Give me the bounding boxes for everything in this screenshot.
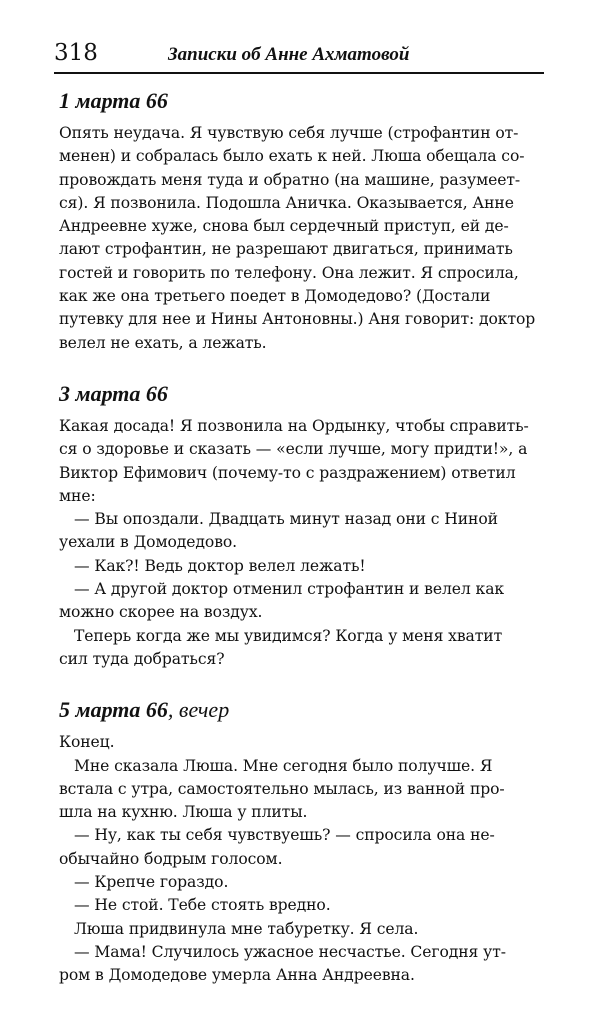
text-line: обычайно бодрым голосом. [59,849,283,868]
text-line: — Как?! Ведь доктор велел лежать! [74,556,366,575]
text-line: Конец. [59,733,115,752]
text-line: — А другой доктор отменил строфантин и велел как [74,580,505,599]
entry-date: 1 марта 66 [59,88,168,113]
text-line: ром в Домодедове умерла Анна Андреевна. [59,966,415,985]
text-line: провождать меня туда и обратно (на машине, разумеет- [59,170,521,189]
text-line: Какая досада! Я позвонила на Ордынку, чтобы справить- [59,416,529,435]
text-line: шла на кухню. Люша у плиты. [59,803,308,822]
text-line: — Ну, как ты себя чувствуешь? — спросила она не- [74,826,495,845]
text-line: лают строфантин, не разрешают двигаться, принимать [59,240,513,259]
diary-entry [59,697,549,987]
text-line: можно скорее на воздух. [59,603,263,622]
text-line: Люша придвинула мне табуретку. Я села. [74,919,419,938]
text-line: ся). Я позвонила. Подошла Аничка. Оказывается, Анне [59,193,514,212]
text-line: Опять неудача. Я чувствую себя лучше (строфантин от- [59,124,519,142]
text-line: как же она третьего поедет в Домодедово? (Достали [59,287,491,306]
text-line: — Не стой. Тебе стоять вредно. [74,896,331,915]
text-line: гостей и говорить по телефону. Она лежит. Я спросила, [59,263,519,282]
header-rule [54,72,544,74]
diary-entry [59,381,549,671]
text-line: — Крепче гораздо. [74,873,229,892]
text-line: ся о здоровье и сказать — «если лучше, могу придти!», а [59,440,528,459]
entry-date-suffix: , вечер [167,697,230,723]
entry-date-heading [59,381,549,407]
text-line: менен) и собралась было ехать к ней. Люша обещала со- [59,147,525,166]
entry-date: 5 марта 66 [59,697,168,723]
entry-date-heading [59,697,549,723]
entry-date: 3 марта 66 [59,380,168,406]
running-title: Записки об Анне Ахматовой [168,44,410,65]
text-line: Теперь когда же мы увидимся? Когда у меня хватит [74,626,503,645]
page-number: 318 [54,40,98,66]
text-line: встала с утра, самостоятельно мылась, из ванной про- [59,779,505,798]
text-line: велел не ехать, а лежать. [59,333,267,352]
diary-entry [59,88,549,355]
text-line: Мне сказала Люша. Мне сегодня было получше. Я [74,756,493,775]
entry-date-heading [59,88,549,114]
text-line: мне: [59,486,96,505]
text-line: — Вы опоздали. Двадцать минут назад они с Ниной [74,510,498,529]
text-line: — Мама! Случилось ужасное несчастье. Сегодня ут- [74,942,506,961]
body-text [59,88,549,1014]
text-line: уехали в Домодедово. [59,533,238,552]
text-line: путевку для нее и Нины Антоновны.) Аня говорит: доктор [59,310,536,329]
page-header [54,40,544,70]
text-line: Андреевне хуже, снова был сердечный приступ, ей де- [59,217,509,236]
text-line: Виктор Ефимович (почему-то с раздражением) ответил [59,463,516,482]
text-line: сил туда добраться? [59,649,225,668]
